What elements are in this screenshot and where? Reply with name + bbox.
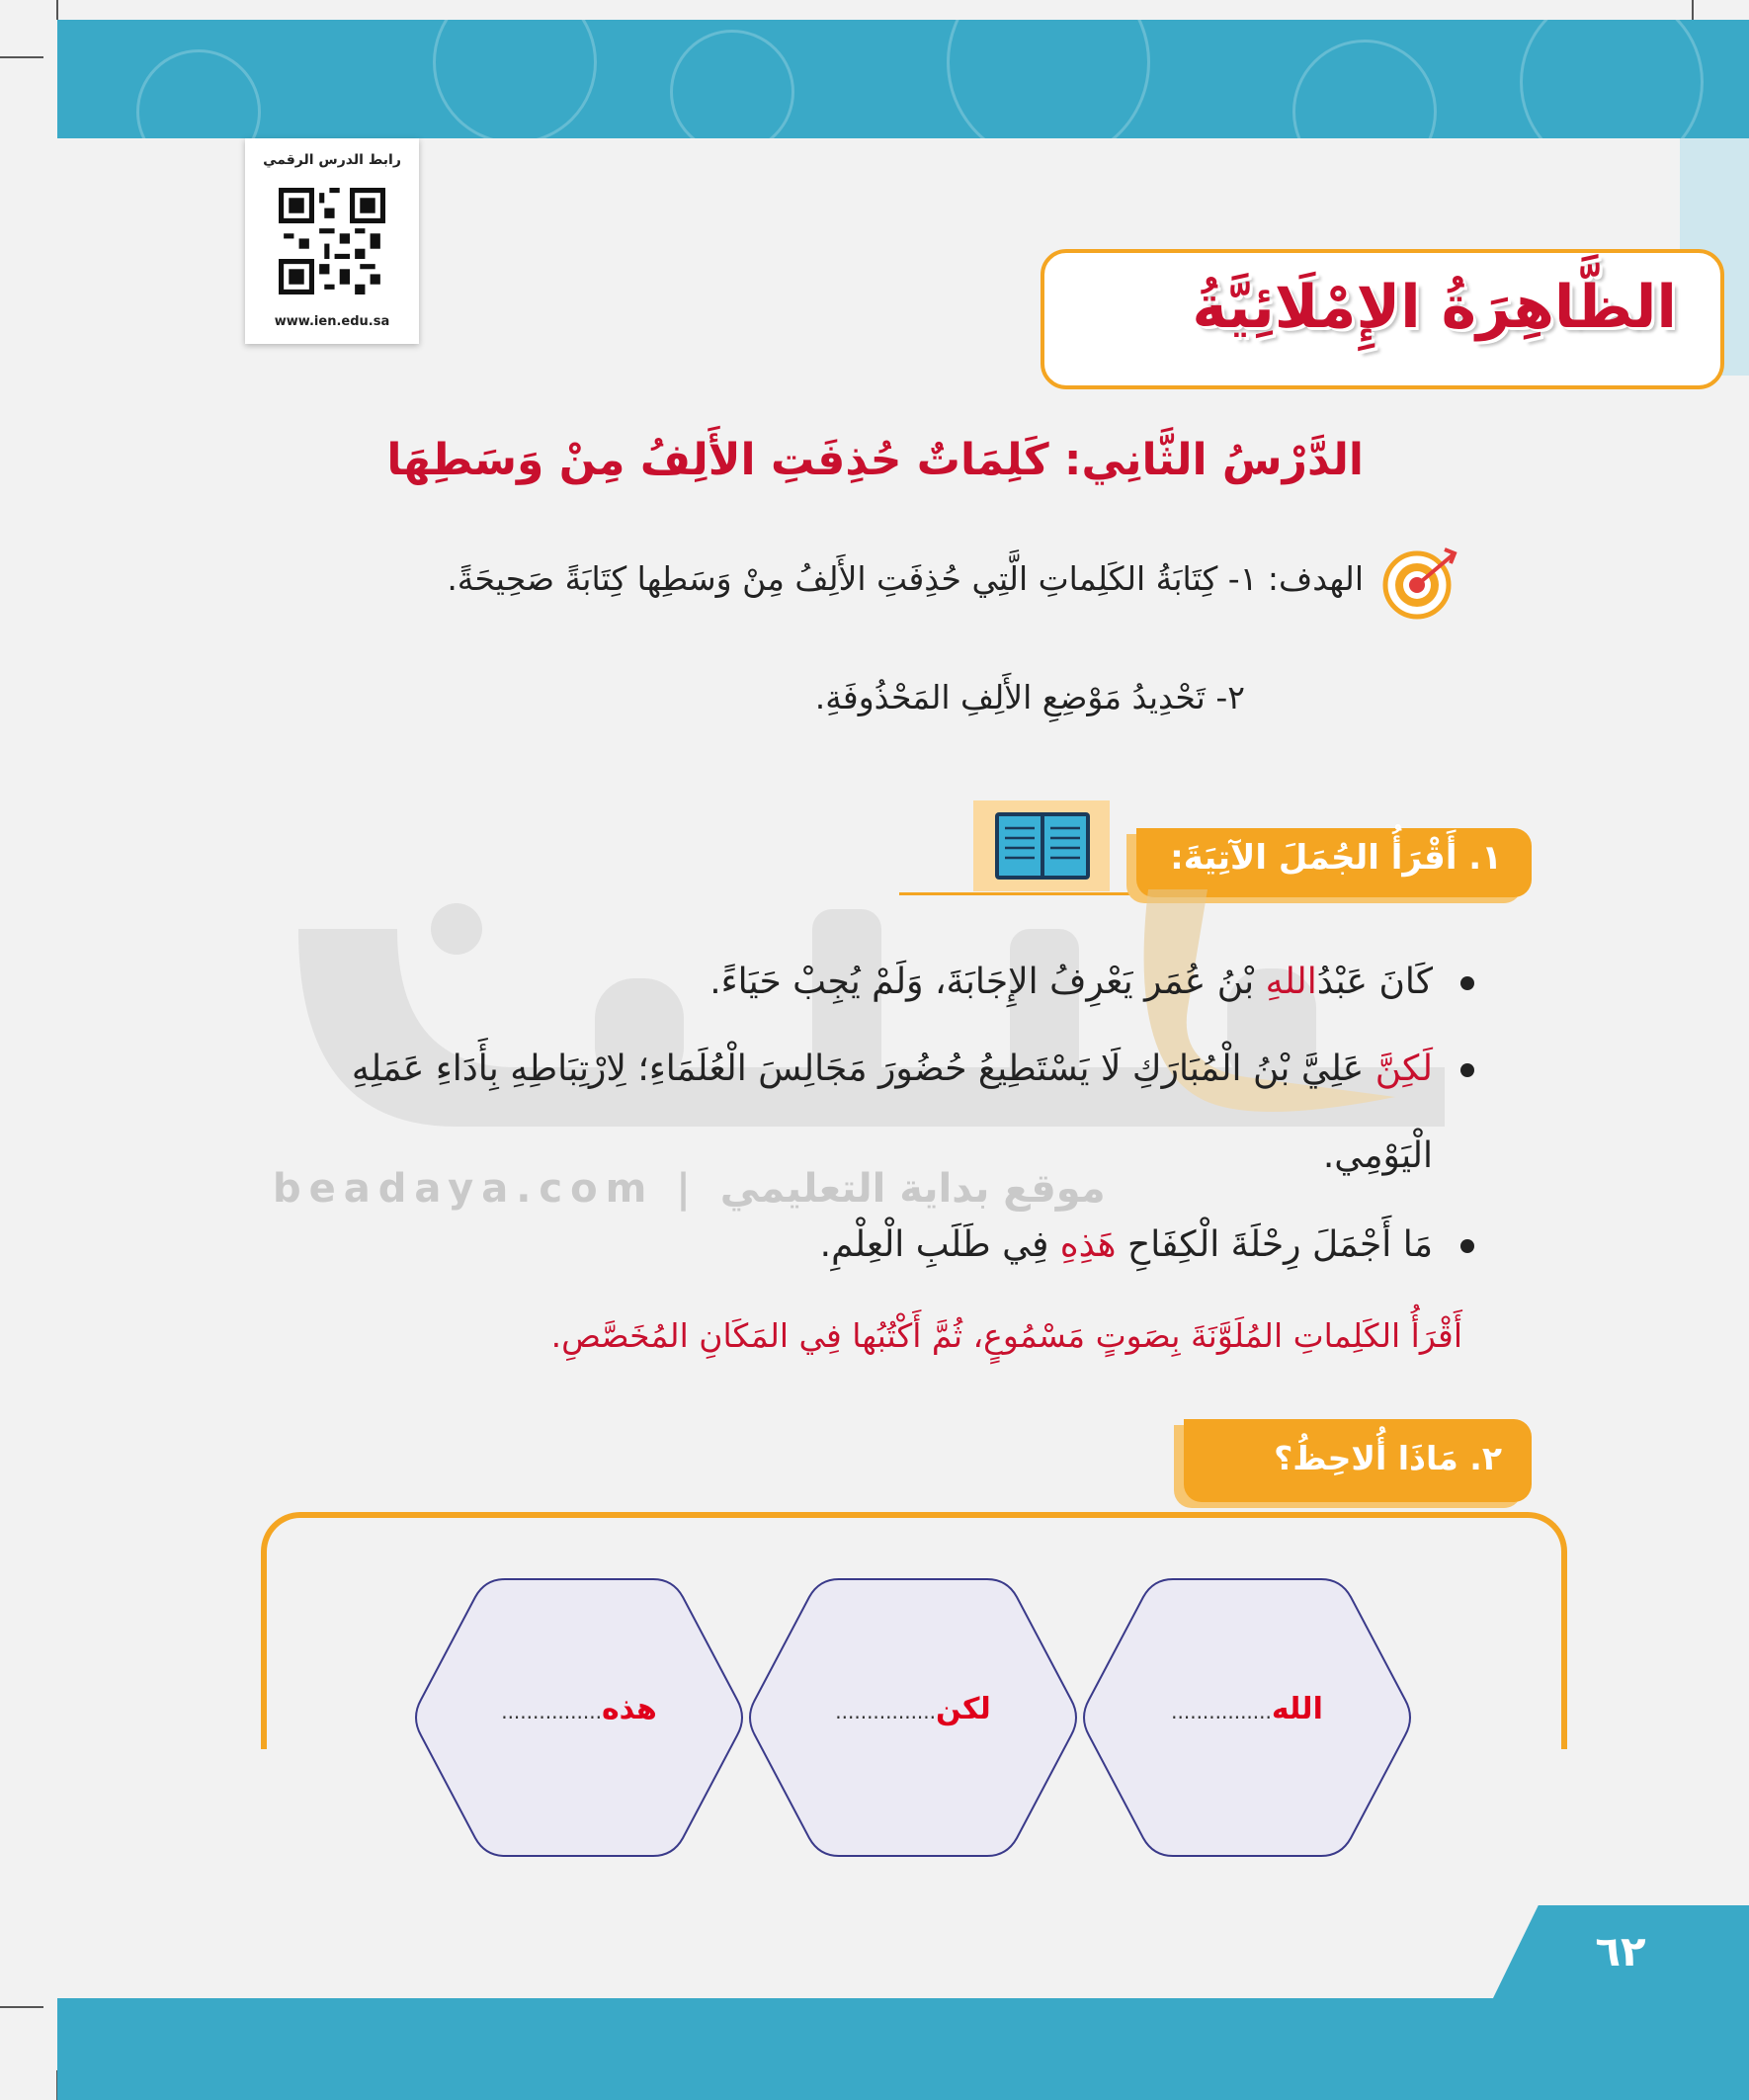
sentence-3-after: فِي طَلَبِ الْعِلْمِ. xyxy=(819,1224,1060,1265)
hexagon-word-1[interactable] xyxy=(1119,1692,1375,1726)
sentence-3 xyxy=(306,1202,1433,1289)
goal-line-1: الهدف: ١- كِتَابَةُ الكَلِماتِ الَّتِي حُذِفَتِ الأَلِفُ مِنْ وَسَطِها كِتَابَةً صَحِيحَةً. xyxy=(447,559,1364,598)
sentence-1 xyxy=(306,939,1433,1026)
page-title: الظَّاهِرَةُ الإِمْلَائِيَّةُ xyxy=(1192,273,1677,342)
dotted-line: ................ xyxy=(835,1700,936,1723)
goal-line-2: ٢- تَحْدِيدُ مَوْضِعِ الأَلِفِ المَحْذُوفَةِ. xyxy=(814,678,1245,716)
hexagon-word: لكن xyxy=(936,1692,991,1726)
hexagon-word: هذه xyxy=(601,1692,657,1726)
dotted-line: ................ xyxy=(1171,1700,1272,1723)
sentence-3-highlight: هَذِهِ xyxy=(1059,1224,1117,1265)
top-banner xyxy=(57,20,1749,138)
dotted-line: ................ xyxy=(501,1700,602,1723)
hexagon-word: الله xyxy=(1271,1692,1323,1726)
title-box xyxy=(1041,249,1724,389)
instruction: أَقْرَأُ الكَلِماتِ المُلَوَّنَةَ بِصَوتٍ مَسْمُوعٍ، ثُمَّ أَكْتُبُها فِي المَكَانِ المُخَصَّصِ. xyxy=(550,1316,1462,1355)
sentence-3-before: مَا أَجْمَلَ رِحْلَةَ الْكِفَاحِ xyxy=(1116,1224,1433,1265)
sentence-1-before: كَانَ عَبْدُ xyxy=(1316,962,1433,1002)
section-1-heading: ١. أَقْرَأُ الجُمَلَ الآتِيَةَ: xyxy=(1170,838,1502,878)
qr-label: رابط الدرس الرقمي xyxy=(263,152,401,168)
sentence-2-after: عَلِيَّ بْنُ الْمُبَارَكِ لَا يَسْتَطِيعُ حُضُورَ مَجَالِسَ الْعُلَمَاءِ؛ لِارْتِبَاطِهِ بِأَدَاءِ عَمَلِهِ xyxy=(351,1049,1375,1089)
hexagon-word-3[interactable] xyxy=(451,1692,708,1726)
page-number: ٦٢ xyxy=(1595,1927,1646,1975)
sentence-2 xyxy=(306,1026,1433,1113)
sentence-2-continued: الْيَوْمِي. xyxy=(1322,1135,1433,1176)
lesson-title: الدَّرْسُ الثَّانِي: كَلِمَاتٌ حُذِفَتِ الأَلِفُ مِنْ وَسَطِهَا xyxy=(386,435,1364,485)
crop-mark xyxy=(56,0,58,20)
crop-mark xyxy=(0,56,43,58)
hexagon-word-2[interactable] xyxy=(785,1692,1041,1726)
sentence-2-highlight: لَكِنَّ xyxy=(1374,1049,1433,1089)
qr-code[interactable] xyxy=(279,188,385,294)
crop-mark xyxy=(1692,0,1694,20)
bullet xyxy=(1460,1063,1474,1077)
sentence-1-after: بْنُ عُمَر يَعْرِفُ الإِجَابَةَ، وَلَمْ يُجِبْ حَيَاءً. xyxy=(709,962,1266,1002)
watermark-text: beadaya.com | موقع بداية التعليمي xyxy=(273,1166,1106,1212)
sentence-1-highlight: اللهِ xyxy=(1265,962,1317,1002)
section-2-heading: ٢. مَاذَا أُلاحِظُ؟ xyxy=(1274,1439,1502,1477)
bullet xyxy=(1460,1239,1474,1253)
bottom-banner xyxy=(57,1998,1749,2100)
qr-url[interactable]: www.ien.edu.sa xyxy=(274,314,390,329)
crop-mark xyxy=(0,2006,43,2008)
bullet xyxy=(1460,976,1474,990)
target-icon xyxy=(1381,542,1460,621)
qr-card[interactable] xyxy=(245,138,419,344)
